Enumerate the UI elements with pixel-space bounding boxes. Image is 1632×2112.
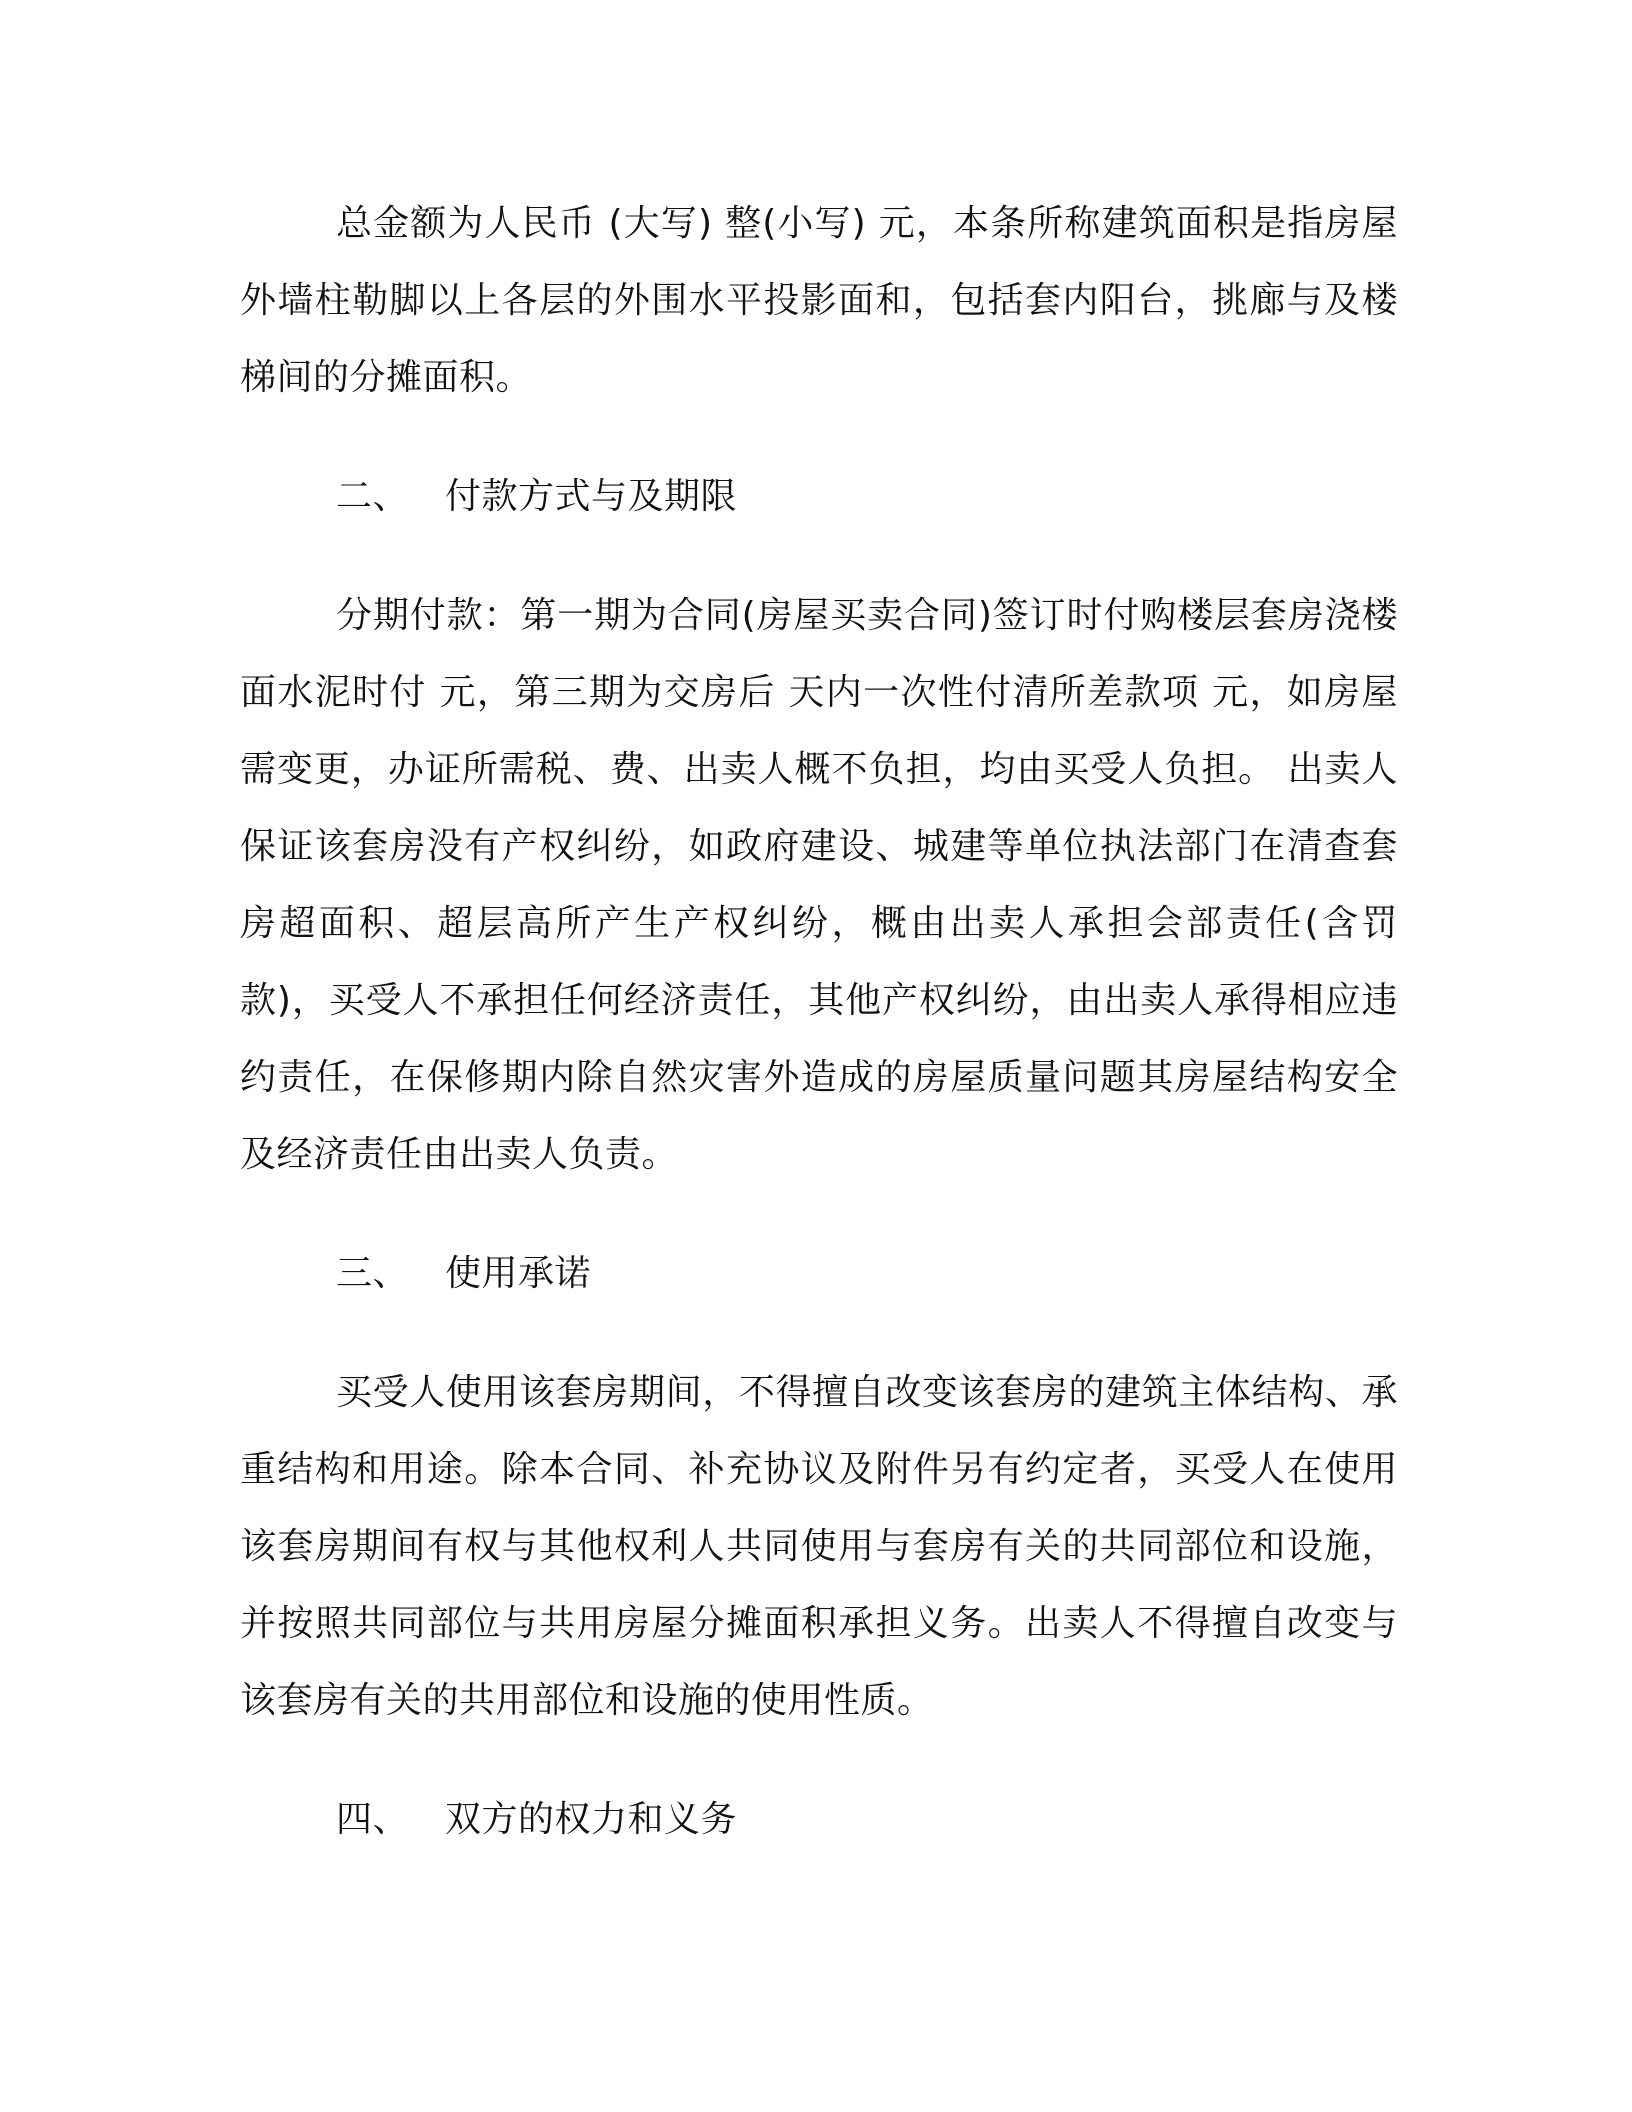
section-heading-payment [240,458,1398,535]
paragraph-usage-commitment: 买受人使用该套房期间，不得擅自改变该套房的建筑主体结构、承重结构和用途。除本合同、补充协议及附件另有约定者，买受人在使用该套房期间有权与其他权利人共同使用与套房有关的共同部位和设施，并按照共同部位与共用房屋分摊面积承担义务。出卖人不得擅自改变与该套房有关的共用部位和设施的使用性质。 [240,1372,1398,1721]
document-body [240,185,1398,1858]
spacer [240,416,1398,458]
spacer [240,535,1398,577]
spacer [240,1739,1398,1781]
spacer [240,1193,1398,1235]
section-number: 二、 [336,476,410,517]
spacer [240,1312,1398,1354]
paragraph-payment-terms: 分期付款：第一期为合同(房屋买卖合同)签订时付购楼层套房浇楼面水泥时付 元，第三期为交房后 天内一次性付清所差款项 元，如房屋需变更，办证所需税、费、出卖人概不负担，均由买受人负担。 出卖人保证该套房没有产权纠纷，如政府建设、城建等单位执法部门在清查套房超面积、超层高所产生产权纠纷，概由出卖人承担会部责任(含罚款)，买受人不承担任何经济责任，其他产权纠纷，由出卖人承得相应违约责任，在保修期内除自然灾害外造成的房屋质量问题其房屋结构安全及经济责任由出卖人负责。 [240,595,1398,1175]
paragraph-total-amount: 总金额为人民币 (大写) 整(小写) 元，本条所称建筑面积是指房屋外墙柱勒脚以上各层的外围水平投影面和，包括套内阳台，挑廊与及楼梯间的分摊面积。 [240,203,1398,398]
section-number: 四、 [336,1799,410,1840]
section-title: 付款方式与及期限 [445,476,738,517]
section-heading-rights [240,1781,1398,1858]
section-title: 双方的权力和义务 [445,1799,738,1840]
section-number: 三、 [336,1253,410,1294]
section-heading-usage [240,1235,1398,1312]
section-title: 使用承诺 [445,1253,592,1294]
